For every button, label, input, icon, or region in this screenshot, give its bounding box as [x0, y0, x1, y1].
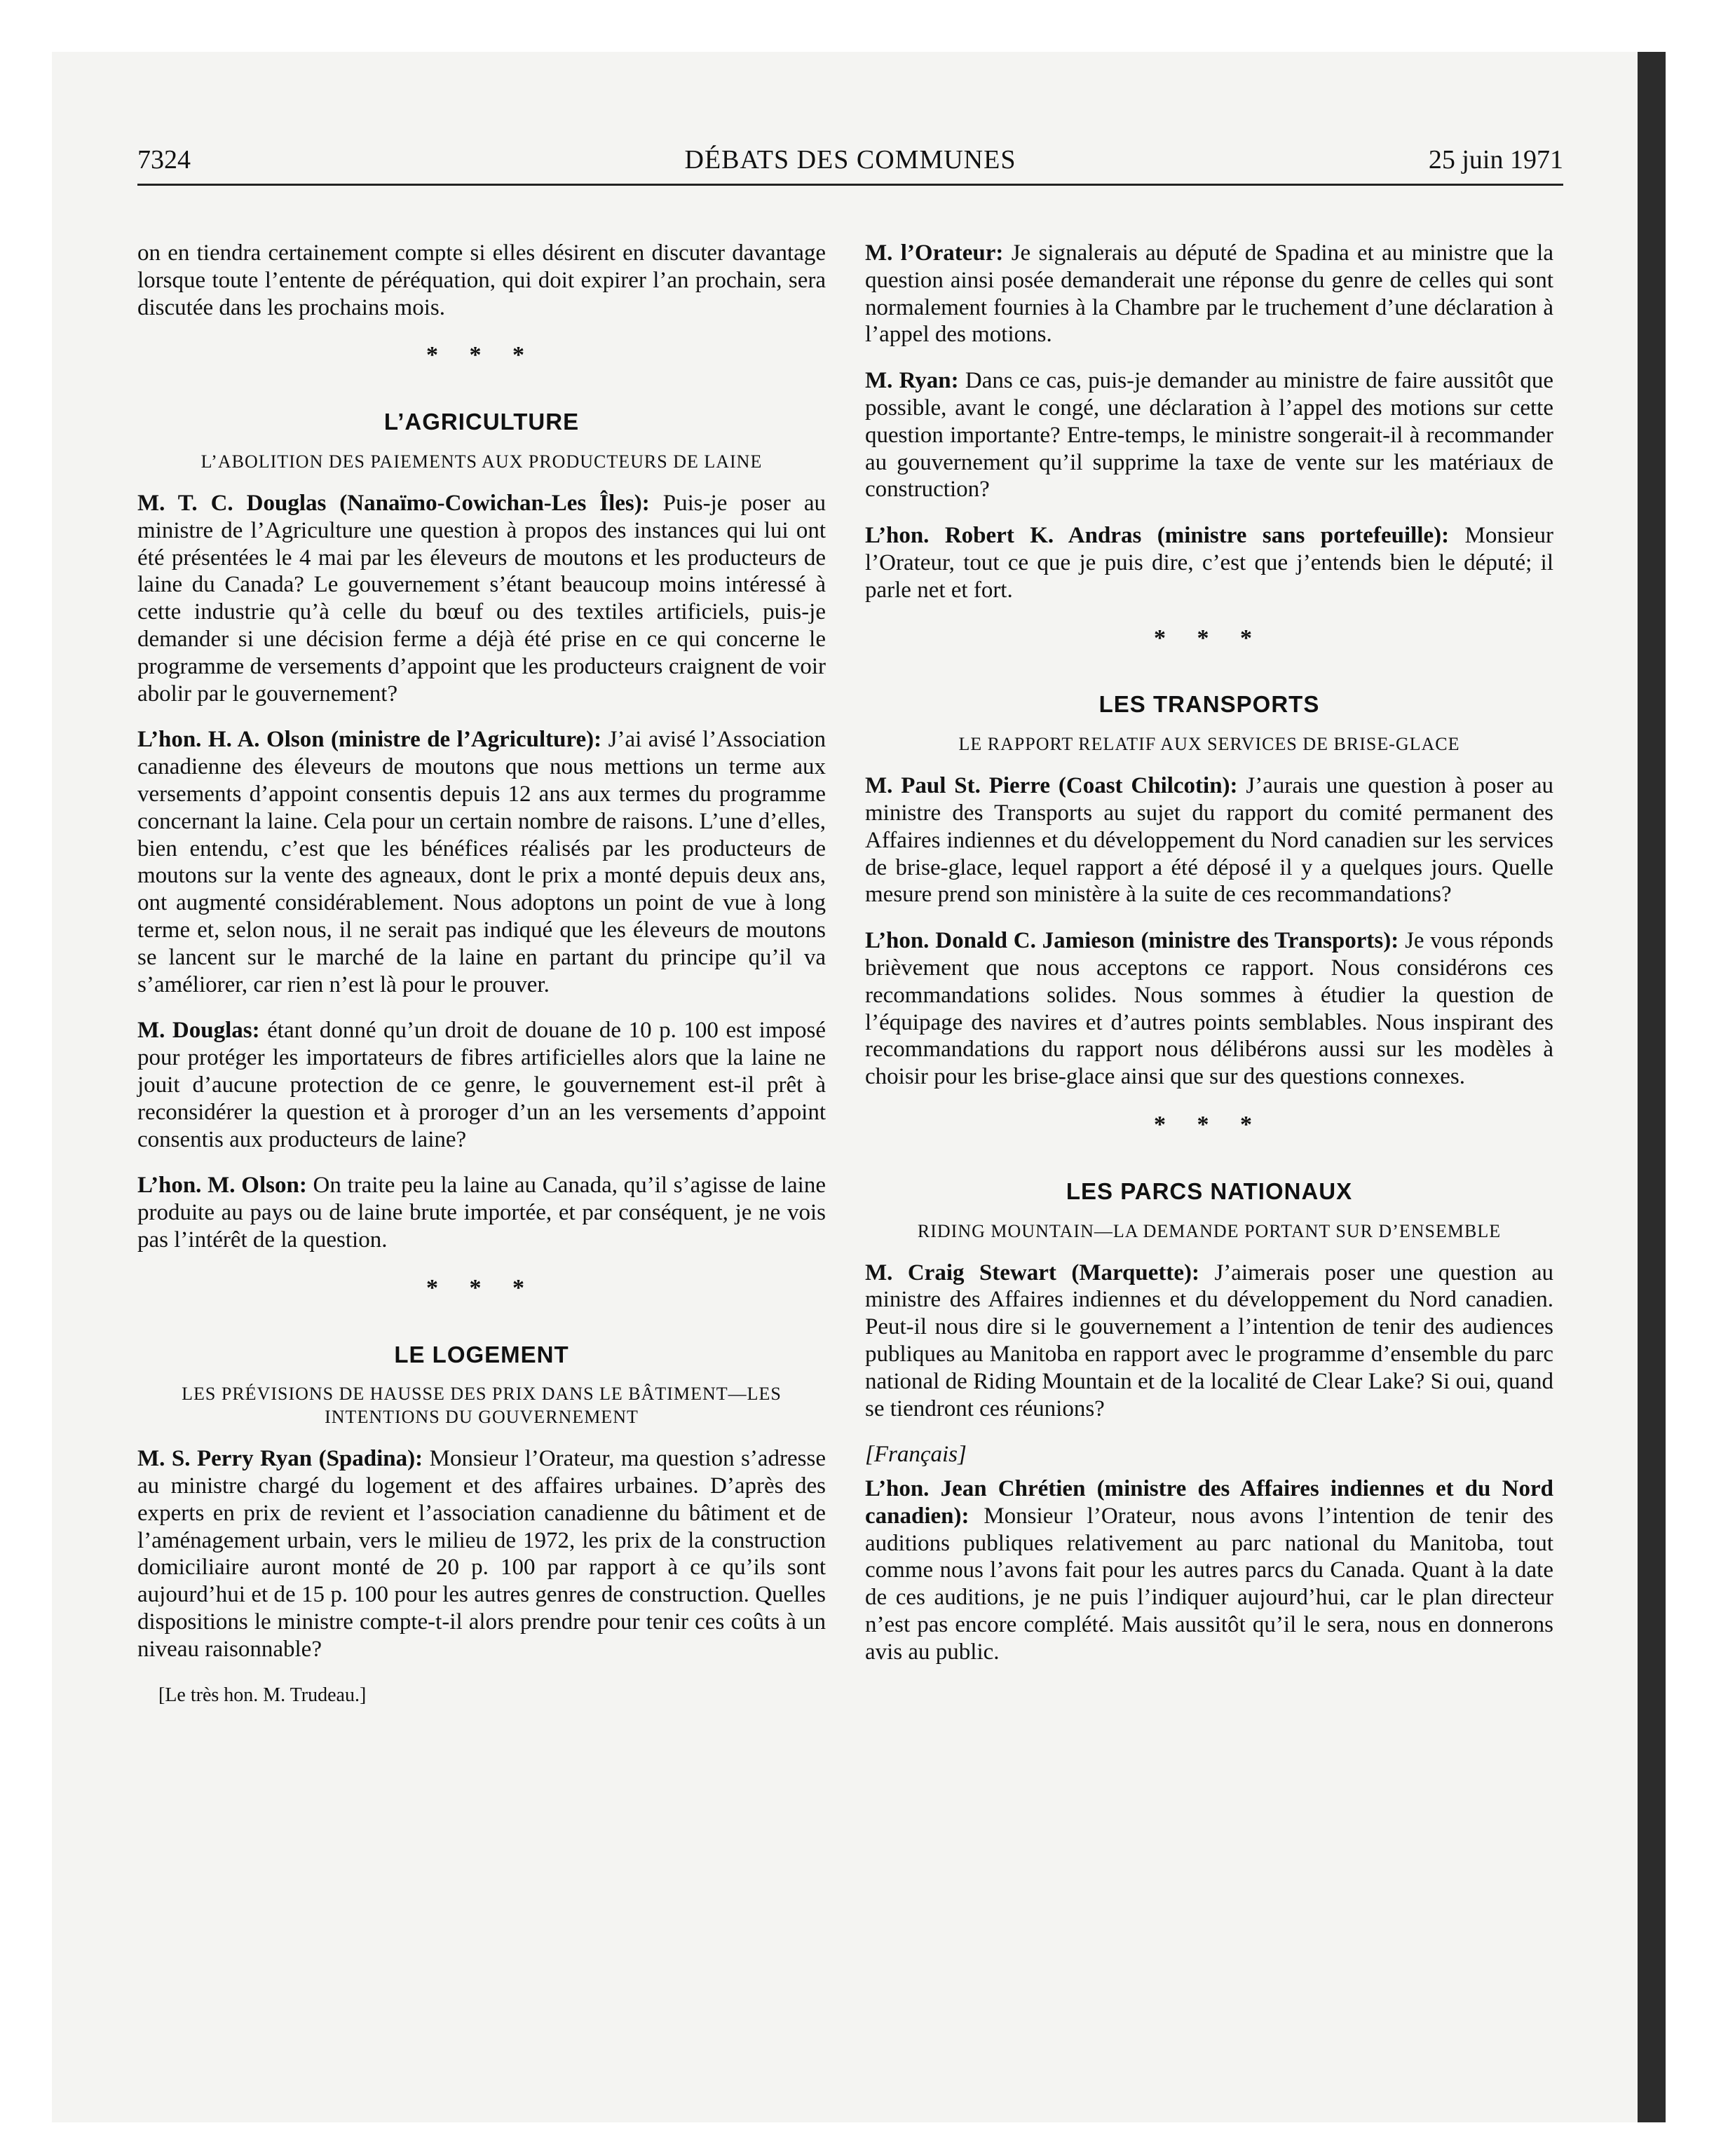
left-column: [137, 240, 826, 1709]
speaker-note: [Le très hon. M. Trudeau.]: [158, 1684, 367, 1706]
speaker-name: L’hon. Jean Chrétien (ministre des Affaires indiennes et du Nord canadien):: [865, 1476, 1553, 1529]
section-separator: * * *: [1154, 625, 1265, 651]
speech-text: Monsieur l’Orateur, tout ce que je puis dire, c’est que j’entends bien le député; il parle net et fort.: [865, 523, 1553, 603]
speaker-name: L’hon. M. Olson:: [137, 1173, 307, 1199]
speech-text: Je signalerais au député de Spadina et au ministre que la question ainsi posée demanderait une réponse du genre de celles qui sont normalement fournies à la Chambre par le truchement d’une déclaration à l’appel des motions.: [865, 240, 1553, 348]
speech-paragraph: [865, 522, 1553, 603]
speaker-name: M. T. C. Douglas (Nanaïmo-Cowichan-Les Îles):: [137, 490, 650, 516]
section-title-transports: LES TRANSPORTS: [1098, 691, 1320, 718]
speaker-name: M. Ryan:: [865, 368, 959, 394]
page-header: [137, 144, 1563, 186]
speaker-name: M. Paul St. Pierre (Coast Chilcotin):: [865, 773, 1238, 799]
language-marker: [Français]: [865, 1442, 967, 1468]
speech-paragraph: [137, 726, 826, 998]
subsection-title-laine: L’ABOLITION DES PAIEMENTS AUX PRODUCTEURS DE LAINE: [200, 451, 763, 472]
speaker-name: L’hon. Robert K. Andras (ministre sans portefeuille):: [865, 523, 1450, 549]
speaker-name: M. S. Perry Ryan (Spadina):: [137, 1446, 423, 1472]
section-title-parcs: LES PARCS NATIONAUX: [1066, 1178, 1353, 1204]
speech-paragraph: [865, 367, 1553, 503]
subsection-title-riding-mountain: RIDING MOUNTAIN—LA DEMANDE PORTANT SUR D’ENSEMBLE: [917, 1220, 1502, 1241]
subsection-title-batiment: LES PRÉVISIONS DE HAUSSE DES PRIX DANS LE BÂTIMENT—LES INTENTIONS DU GOUVERNEMENT: [182, 1384, 782, 1428]
page-number: 7324: [137, 145, 191, 175]
speech-paragraph: [137, 1445, 826, 1663]
section-separator: * * *: [426, 1274, 537, 1301]
speech-text: étant donné qu’un droit de douane de 10 p. 100 est imposé pour protéger les importateurs de fibres artificielles alors que la laine ne jouit d’aucune protection de ce genre, le gouvernement est-il prêt à reconsidérer la question et à proroger d’un an les versements d’appoint consentis aux producteurs de laine?: [137, 1018, 826, 1152]
speech-paragraph: [865, 240, 1553, 348]
speech-text: Je vous réponds brièvement que nous acceptons ce rapport. Nous considérons ces recommandations solides. Nous sommes à étudier la question de l’équipage des navires et d’autres points semblables. Nous inspirant des recommandations du rapport nous délibérons aussi sur les modèles à choisir pour les brise-glace ainsi que sur des questions connexes.: [865, 928, 1553, 1090]
scan-edge-shadow: [1638, 52, 1666, 2122]
speech-text: Monsieur l’Orateur, ma question s’adresse au ministre chargé du logement et des affaires urbaines. D’après des experts en prix de revient et l’association canadienne du bâtiment et de l’aménagement urbain, vers le milieu de 1972, les prix de la construction domiciliaire auront monté de 20 p. 100 par rapport à ce qu’ils sont aujourd’hui et de 15 p. 100 pour les autres genres de construction. Quelles dispositions le ministre compte-t-il alors prendre pour tenir ces coûts à un niveau raisonnable?: [137, 1446, 826, 1662]
speech-paragraph: [865, 1260, 1553, 1423]
speech-paragraph: [865, 1475, 1553, 1666]
intro-paragraph: on en tiendra certainement compte si elles désirent en discuter davantage lorsque toute l’entente de péréquation, qui doit expirer l’an prochain, sera discutée dans les prochains mois.: [137, 240, 826, 320]
publication-title: DÉBATS DES COMMUNES: [684, 145, 1016, 175]
speech-paragraph: [137, 1017, 826, 1153]
speech-text: On traite peu la laine au Canada, qu’il s’agisse de laine produite au pays ou de laine brute importée, et par conséquent, je ne vois pas l’intérêt de la question.: [137, 1173, 826, 1253]
speech-paragraph: [137, 1172, 826, 1253]
speech-text: J’ai avisé l’Association canadienne des éleveurs de moutons que nous mettions un terme aux versements d’appoint consentis depuis 12 ans aux termes du programme concernant la laine. Cela pour un certain nombre de raisons. L’une d’elles, bien entendu, c’est que les bénéfices réalisés par les producteurs de moutons sur la vente des agneaux, dont le prix a monté depuis deux ans, ont augmenté considérablement. Nous adoptons un point de vue à long terme et, selon nous, il ne serait pas indiqué que les éleveurs de moutons se lancent sur le marché de la laine en partant du principe qu’il va s’améliorer, car rien n’est là pour le prouver.: [137, 727, 826, 997]
speech-paragraph: [865, 927, 1553, 1091]
speech-text: Monsieur l’Orateur, nous avons l’intention de tenir des auditions publiques relativement au parc national du Manitoba, tout comme nous l’avons fait pour les autres parcs du Canada. Quant à la date de ces auditions, je ne puis l’indiquer aujourd’hui, car le plan directeur n’est pas encore complété. Mais aussitôt qu’il le sera, nous en donnerons avis au public.: [865, 1503, 1553, 1665]
speech-text: J’aimerais poser une question au ministre des Affaires indiennes et du développement du Nord canadien. Peut-il nous dire si le gouvernement a l’intention de tenir des audiences publiques au Manitoba en rapport avec le programme d’ensemble du parc national de Riding Mountain et de la localité de Clear Lake? Si oui, quand se tiendront ces réunions?: [865, 1260, 1553, 1421]
speech-text: J’aurais une question à poser au ministre des Transports au sujet du rapport du comité permanent des Affaires indiennes et du développement du Nord canadien sur les services de brise-glace, lequel rapport a été déposé il y a quelques jours. Quelle mesure prend son ministère à la suite de ces recommandations?: [865, 773, 1554, 908]
speaker-name: M. l’Orateur:: [865, 240, 1004, 266]
speech-text: Dans ce cas, puis-je demander au ministre de faire aussitôt que possible, avant le congé, une déclaration à l’appel des motions sur cette question importante? Entre-temps, le ministre songerait-il à recommander au gouvernement qu’il supprime la taxe de vente sur les matériaux de construction?: [865, 368, 1553, 503]
section-title-agriculture: L’AGRICULTURE: [383, 409, 580, 435]
section-separator: * * *: [1154, 1111, 1265, 1138]
speaker-name: L’hon. H. A. Olson (ministre de l’Agriculture):: [137, 727, 602, 753]
subsection-title-brise-glace: LE RAPPORT RELATIF AUX SERVICES DE BRISE-GLACE: [958, 734, 1460, 755]
speaker-name: M. Douglas:: [137, 1018, 260, 1044]
speaker-name: M. Craig Stewart (Marquette):: [865, 1260, 1200, 1285]
right-column: [865, 240, 1553, 1685]
speech-paragraph: [865, 772, 1553, 908]
section-separator: * * *: [426, 342, 537, 369]
speech-paragraph: [137, 490, 826, 707]
section-title-logement: LE LOGEMENT: [394, 1341, 569, 1367]
speech-text: Puis-je poser au ministre de l’Agriculture une question à propos des instances qui lui ont été présentées le 4 mai par les éleveurs de moutons et les producteurs de laine du Canada? Le gouvernement s’étant beaucoup moins intéressé à cette industrie qu’à celle du bœuf ou des textiles artificiels, puis-je demander si une décision ferme a déjà été prise en ce qui concerne le programme de versements d’appoint que les producteurs craignent de voir abolir par le gouvernement?: [137, 490, 826, 707]
page-date: 25 juin 1971: [1428, 145, 1563, 175]
speaker-name: L’hon. Donald C. Jamieson (ministre des Transports):: [865, 928, 1399, 954]
